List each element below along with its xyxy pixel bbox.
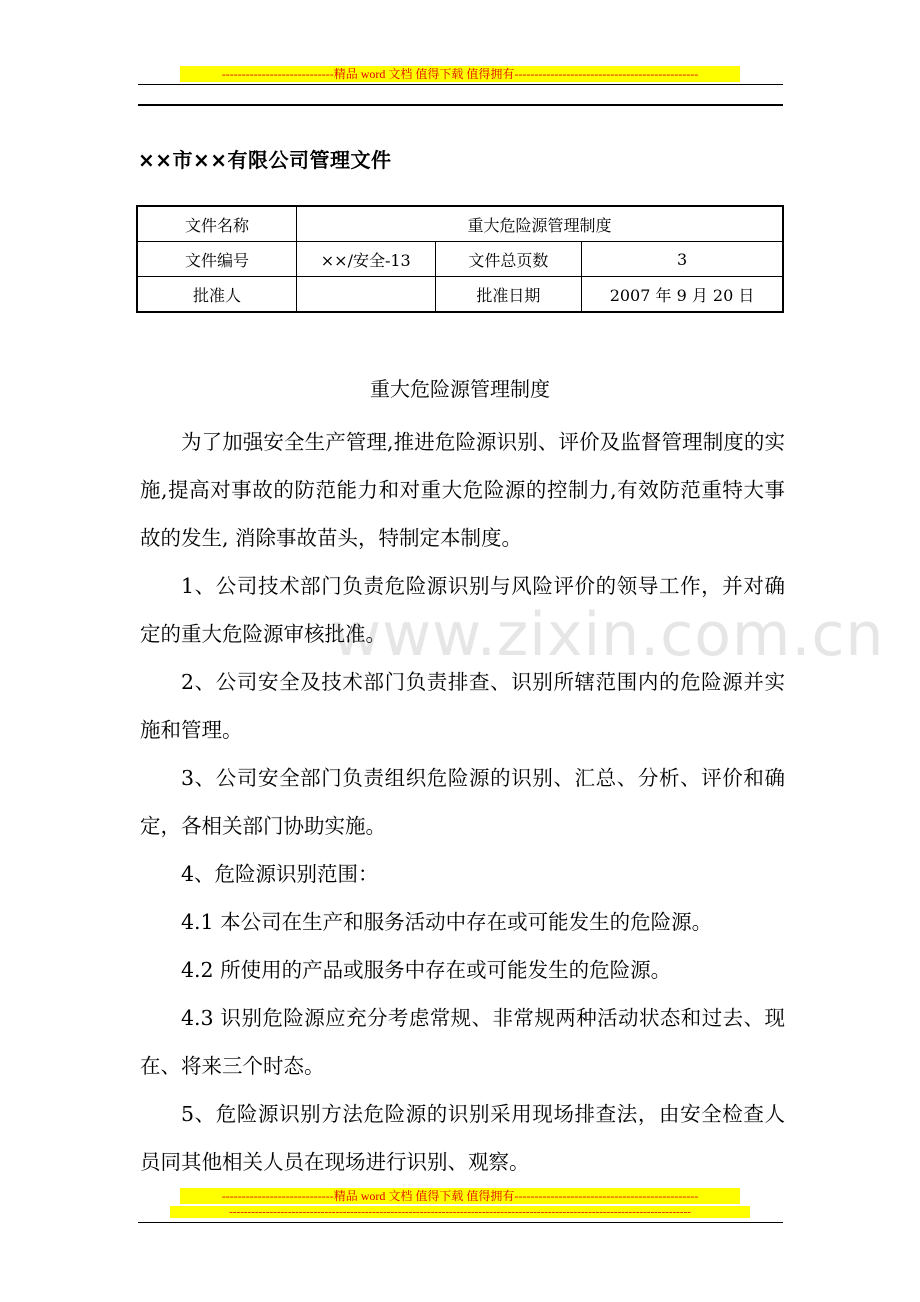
footer-banner-line: ------------------------------------------------------------------------------------------------------------------------------ (170, 1206, 750, 1218)
approval-date-value: 2007 年 9 月 20 日 (582, 277, 783, 313)
approver-label: 批准人 (137, 277, 296, 313)
paragraph-item-2: 2、公司安全及技术部门负责排查、识别所辖范围内的危险源并实施和管理。 (140, 670, 785, 742)
table-row (137, 242, 783, 277)
table-row (137, 277, 783, 313)
approval-date-label: 批准日期 (435, 277, 582, 313)
file-number-value: ××/安全-13 (296, 242, 435, 277)
paragraph-item-3: 3、公司安全部门负责组织危险源的识别、汇总、分析、评价和确定，各相关部门协助实施。 (140, 766, 785, 838)
body-content (140, 418, 785, 1186)
paragraph-item-1: 1、公司技术部门负责危险源识别与风险评价的领导工作，并对确定的重大危险源审核批准。 (140, 574, 785, 646)
header-rule-thin (138, 84, 783, 85)
paragraph-item-4-3: 4.3 识别危险源应充分考虑常规、非常规两种活动状态和过去、现在、将来三个时态。 (140, 1006, 785, 1078)
header-banner: ----------------------------精品 word 文档 值得下载 值得拥有---------------------------------------------- (180, 66, 740, 82)
paragraph-item-4-2: 4.2 所使用的产品或服务中存在或可能发生的危险源。 (181, 958, 672, 982)
total-pages-value: 3 (582, 242, 783, 277)
body-title: 重大危险源管理制度 (370, 377, 550, 401)
watermark: www.zixin.com.cn (332, 600, 885, 670)
file-name-value: 重大危险源管理制度 (296, 206, 783, 242)
approver-value (296, 277, 435, 313)
paragraph-intro: 为了加强安全生产管理,推进危险源识别、评价及监督管理制度的实施,提高对事故的防范能力和对重大危险源的控制力,有效防范重特大事故的发生, 消除事故苗头，特制定本制度。 (140, 430, 785, 550)
file-name-label: 文件名称 (137, 206, 296, 242)
paragraph-item-5: 5、危险源识别方法危险源的识别采用现场排查法，由安全检查人员同其他相关人员在现场进行识别、观察。 (140, 1102, 785, 1174)
total-pages-label: 文件总页数 (435, 242, 582, 277)
header-rule-thick (138, 104, 783, 106)
table-row (137, 206, 783, 242)
footer-rule (138, 1222, 783, 1223)
document-heading: ××市××有限公司管理文件 (138, 148, 392, 172)
file-info-table (136, 205, 784, 313)
file-number-label: 文件编号 (137, 242, 296, 277)
paragraph-item-4-1: 4.1 本公司在生产和服务活动中存在或可能发生的危险源。 (181, 910, 713, 934)
footer-banner: ----------------------------精品 word 文档 值得下载 值得拥有---------------------------------------------- (180, 1188, 740, 1204)
paragraph-item-4: 4、危险源识别范围： (181, 862, 379, 886)
